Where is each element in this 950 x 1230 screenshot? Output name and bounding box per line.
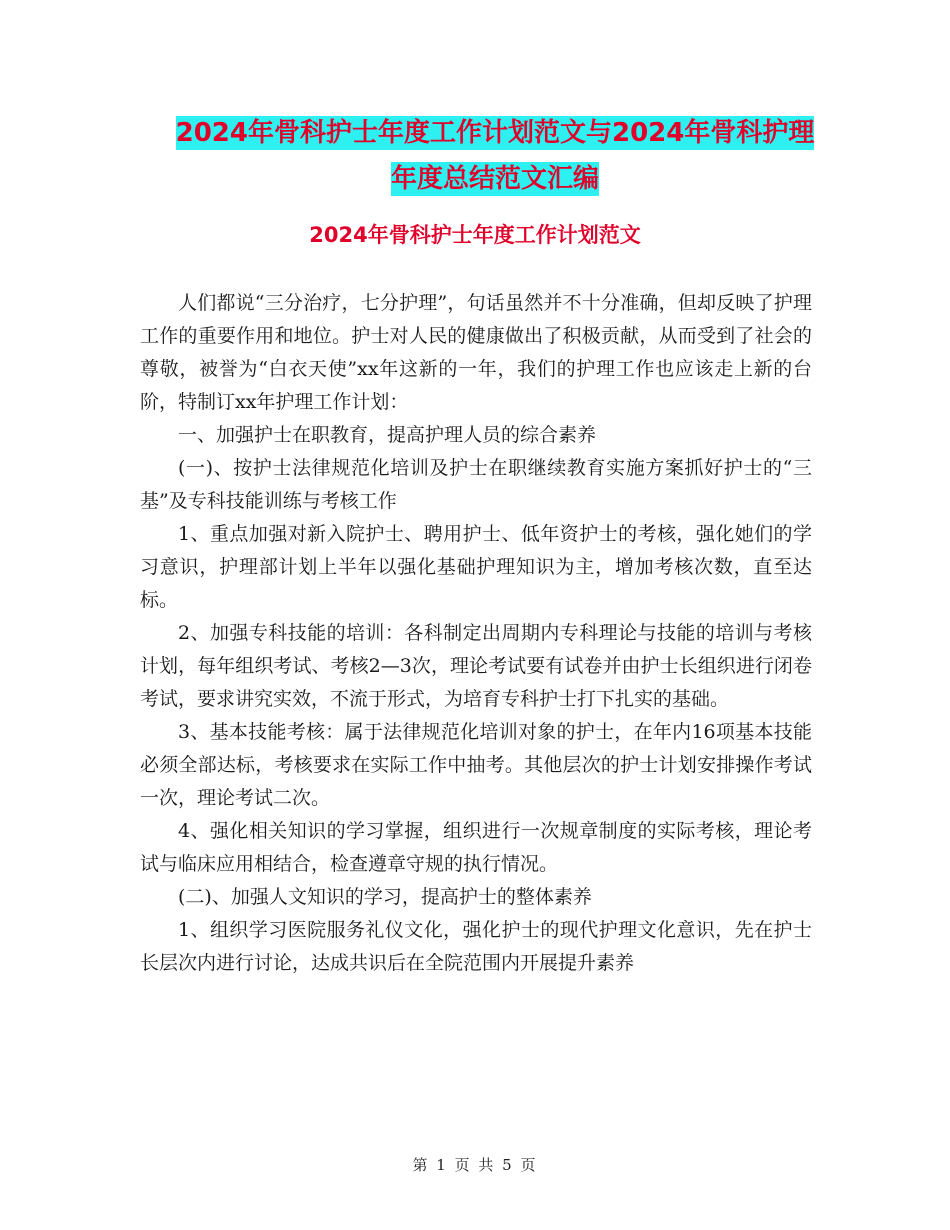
section-title: 2024年骨科护士年度工作计划范文 <box>309 223 641 247</box>
document-title <box>120 110 870 202</box>
paragraph: 3、基本技能考核：属于法律规范化培训对象的护士，在年内16项基本技能必须全部达标，考核要求在实际工作中抽考。其他层次的护士计划安排操作考试一次，理论考试二次。 <box>140 721 812 809</box>
paragraph: 一、加强护士在职教育，提高护理人员的综合素养 <box>178 424 597 446</box>
paragraph: 1、组织学习医院服务礼仪文化，强化护士的现代护理文化意识，先在护士长层次内进行讨论，达成共识后在全院范围内开展提升素养 <box>140 919 812 974</box>
paragraph: 4、强化相关知识的学习掌握，组织进行一次规章制度的实际考核，理论考试与临床应用相结合，检查遵章守规的执行情况。 <box>140 820 812 875</box>
paragraph: 人们都说“三分治疗，七分护理”，句话虽然并不十分准确，但却反映了护理工作的重要作用和地位。护士对人民的健康做出了积极贡献，从而受到了社会的尊敬，被誉为“白衣天使”xx年这新的一年，我们的护理工作也应该走上新的台阶，特制订xx年护理工作计划： <box>140 292 812 413</box>
paragraph: 2、加强专科技能的培训：各科制定出周期内专科理论与技能的培训与考核计划，每年组织考试、考核2—3次，理论考试要有试卷并由护士长组织进行闭卷考试，要求讲究实效，不流于形式，为培育专科护士打下扎实的基础。 <box>140 622 812 710</box>
page-footer: 第 1 页 共 5 页 <box>412 1156 538 1174</box>
body-text <box>140 287 812 980</box>
paragraph: 1、重点加强对新入院护士、聘用护士、低年资护士的考核，强化她们的学习意识，护理部计划上半年以强化基础护理知识为主，增加考核次数，直至达标。 <box>140 523 812 611</box>
paragraph: (一)、按护士法律规范化培训及护士在职继续教育实施方案抓好护士的“三基”及专科技能训练与考核工作 <box>140 457 812 512</box>
title-line-2: 年度总结范文汇编 <box>390 164 599 194</box>
title-line-1: 2024年骨科护士年度工作计划范文与2024年骨科护理 <box>175 118 815 148</box>
paragraph: (二)、加强人文知识的学习，提高护士的整体素养 <box>178 886 592 908</box>
